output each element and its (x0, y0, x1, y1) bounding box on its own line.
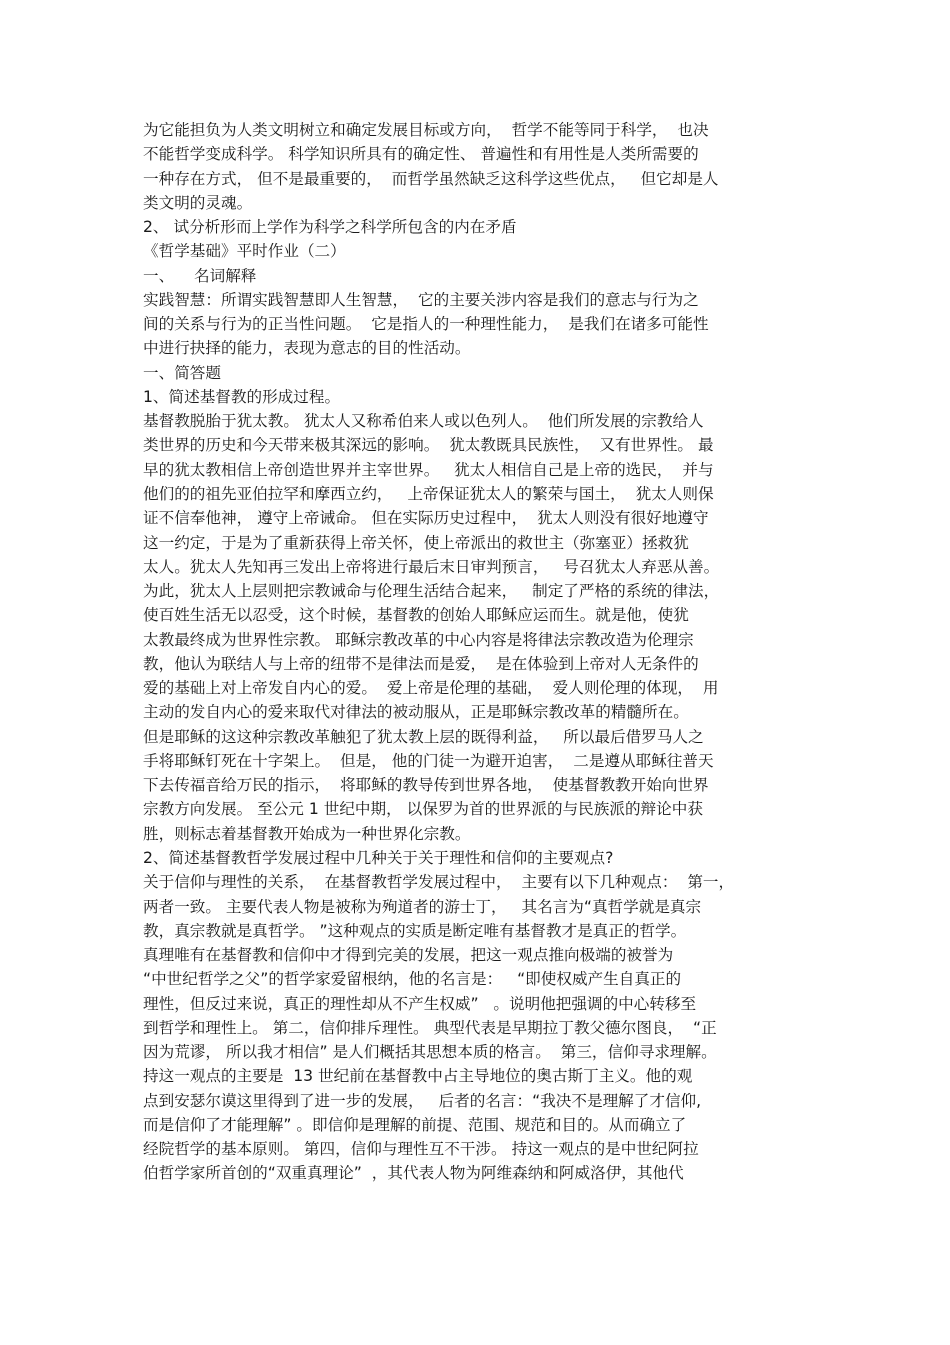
text-line: 使百姓生活无以忍受，这个时候，基督教的创始人耶稣应运而生。就是他，使犹 (143, 606, 689, 625)
body-text (143, 118, 808, 1186)
text-line: 一、简答题 (143, 363, 221, 382)
text-line: 类世界的历史和今天带来极其深远的影响。 犹太教既具民族性， 又有世界性。 最 (143, 436, 714, 455)
text-line: 《哲学基础》平时作业（二） (143, 242, 346, 261)
text-line: 关于信仰与理性的关系， 在基督教哲学发展过程中， 主要有以下几种观点： 第一， (143, 873, 735, 892)
text-line: 实践智慧：所谓实践智慧即人生智慧， 它的主要关涉内容是我们的意志与行为之 (143, 290, 699, 309)
text-line: 但是耶稣的这这种宗教改革触犯了犹太教上层的既得利益， 所以最后借罗马人之 (143, 727, 704, 746)
text-line: 为它能担负为人类文明树立和确定发展目标或方向， 哲学不能等同于科学， 也决 (143, 121, 709, 139)
text-line: 理性，但反过来说，真正的理性却从不产生权威” 。说明他把强调的中心转移至 (143, 994, 697, 1013)
text-line: 点到安瑟尔谟这里得到了进一步的发展， 后者的名言：“我决不是理解了才信仰, (143, 1091, 702, 1110)
text-line: 2、 试分析形而上学作为科学之科学所包含的内在矛盾 (143, 218, 517, 237)
text-line: 因为荒谬， 所以我才相信” 是人们概括其思想本质的格言。 第三，信仰寻求理解。 (143, 1043, 717, 1062)
text-line: 到哲学和理性上。 第二，信仰排斥理性。 典型代表是早期拉丁教父德尔图良， “正 (143, 1018, 717, 1037)
text-line: 教，他认为联结人与上帝的纽带不是律法而是爱， 是在体验到上帝对人无条件的 (143, 654, 699, 673)
text-line: 而是信仰了才能理解” 。即信仰是理解的前提、范围、规范和目的。从而确立了 (143, 1115, 687, 1134)
text-line: 两者一致。 主要代表人物是被称为殉道者的游士丁， 其名言为“真哲学就是真宗 (143, 897, 702, 916)
text-line: 间的关系与行为的正当性问题。 它是指人的一种理性能力， 是我们在诸多可能性 (143, 315, 709, 334)
text-line: 证不信奉他神， 遵守上帝诫命。 但在实际历史过程中， 犹太人则没有很好地遵守 (143, 509, 709, 528)
text-line: 基督教脱胎于犹太教。 犹太人又称希伯来人或以色列人。 他们所发展的宗教给人 (143, 412, 704, 431)
text-line: 一种存在方式， 但不是最重要的， 而哲学虽然缺乏这科学这些优点， 但它却是人 (143, 169, 719, 188)
text-line: 胜，则标志着基督教开始成为一种世界化宗教。 (143, 824, 471, 843)
text-line: 太教最终成为世界性宗教。 耶稣宗教改革的中心内容是将律法宗教改造为伦理宗 (143, 630, 694, 649)
text-line: 手将耶稣钉死在十字架上。 但是， 他的门徒一为避开迫害， 二是遵从耶稣往普天 (143, 751, 714, 770)
text-line: 持这一观点的主要是 13 世纪前在基督教中占主导地位的奥古斯丁主义。他的观 (143, 1067, 693, 1086)
text-line: “中世纪哲学之父”的哲学家爱留根纳，他的名言是： “即使权威产生自真正的 (143, 970, 682, 989)
text-line: 真理唯有在基督教和信仰中才得到完美的发展，把这一观点推向极端的被誉为 (143, 946, 674, 965)
text-line: 这一约定，于是为了重新获得上帝关怀，使上帝派出的救世主（弥塞亚）拯救犹 (143, 533, 689, 552)
text-line: 早的犹太教相信上帝创造世界并主宰世界。 犹太人相信自己是上帝的选民， 并与 (143, 460, 714, 479)
text-line: 宗教方向发展。 至公元 1 世纪中期， 以保罗为首的世界派的与民族派的辩论中获 (143, 800, 703, 819)
text-line: 爱的基础上对上帝发自内心的爱。 爱上帝是伦理的基础， 爱人则伦理的体现， 用 (143, 679, 719, 698)
text-line: 为此，犹太人上层则把宗教诫命与伦理生活结合起来， 制定了严格的系统的律法， (143, 582, 720, 601)
text-line: 不能哲学变成科学。 科学知识所具有的确定性、 普遍性和有用性是人类所需要的 (143, 145, 699, 164)
text-line: 他们的的祖先亚伯拉罕和摩西立约， 上帝保证犹太人的繁荣与国土， 犹太人则保 (143, 484, 714, 503)
text-line: 中进行抉择的能力，表现为意志的目的性活动。 (143, 339, 471, 358)
text-line: 太人。犹太人先知再三发出上帝将进行最后末日审判预言， 号召犹太人弃恶从善。 (143, 557, 720, 576)
text-line: 伯哲学家所首创的“双重真理论” ，其代表人物为阿维森纳和阿威洛伊，其他代 (143, 1164, 684, 1183)
text-line: 主动的发自内心的爱来取代对律法的被动服从，正是耶稣宗教改革的精髓所在。 (143, 703, 689, 722)
text-line: 类文明的灵魂。 (143, 193, 253, 212)
text-line: 2、简述基督教哲学发展过程中几种关于关于理性和信仰的主要观点? (143, 848, 614, 867)
text-line: 经院哲学的基本原则。 第四，信仰与理性互不干涉。 持这一观点的是中世纪阿拉 (143, 1140, 699, 1159)
text-line: 1、简述基督教的形成过程。 (143, 387, 341, 406)
text-line: 一、 名词解释 (143, 266, 257, 285)
text-line: 下去传福音给万民的指示， 将耶稣的教导传到世界各地， 使基督教教开始向世界 (143, 776, 709, 795)
text-line: 教，真宗教就是真哲学。 ”这种观点的实质是断定唯有基督教才是真正的哲学。 (143, 921, 687, 940)
